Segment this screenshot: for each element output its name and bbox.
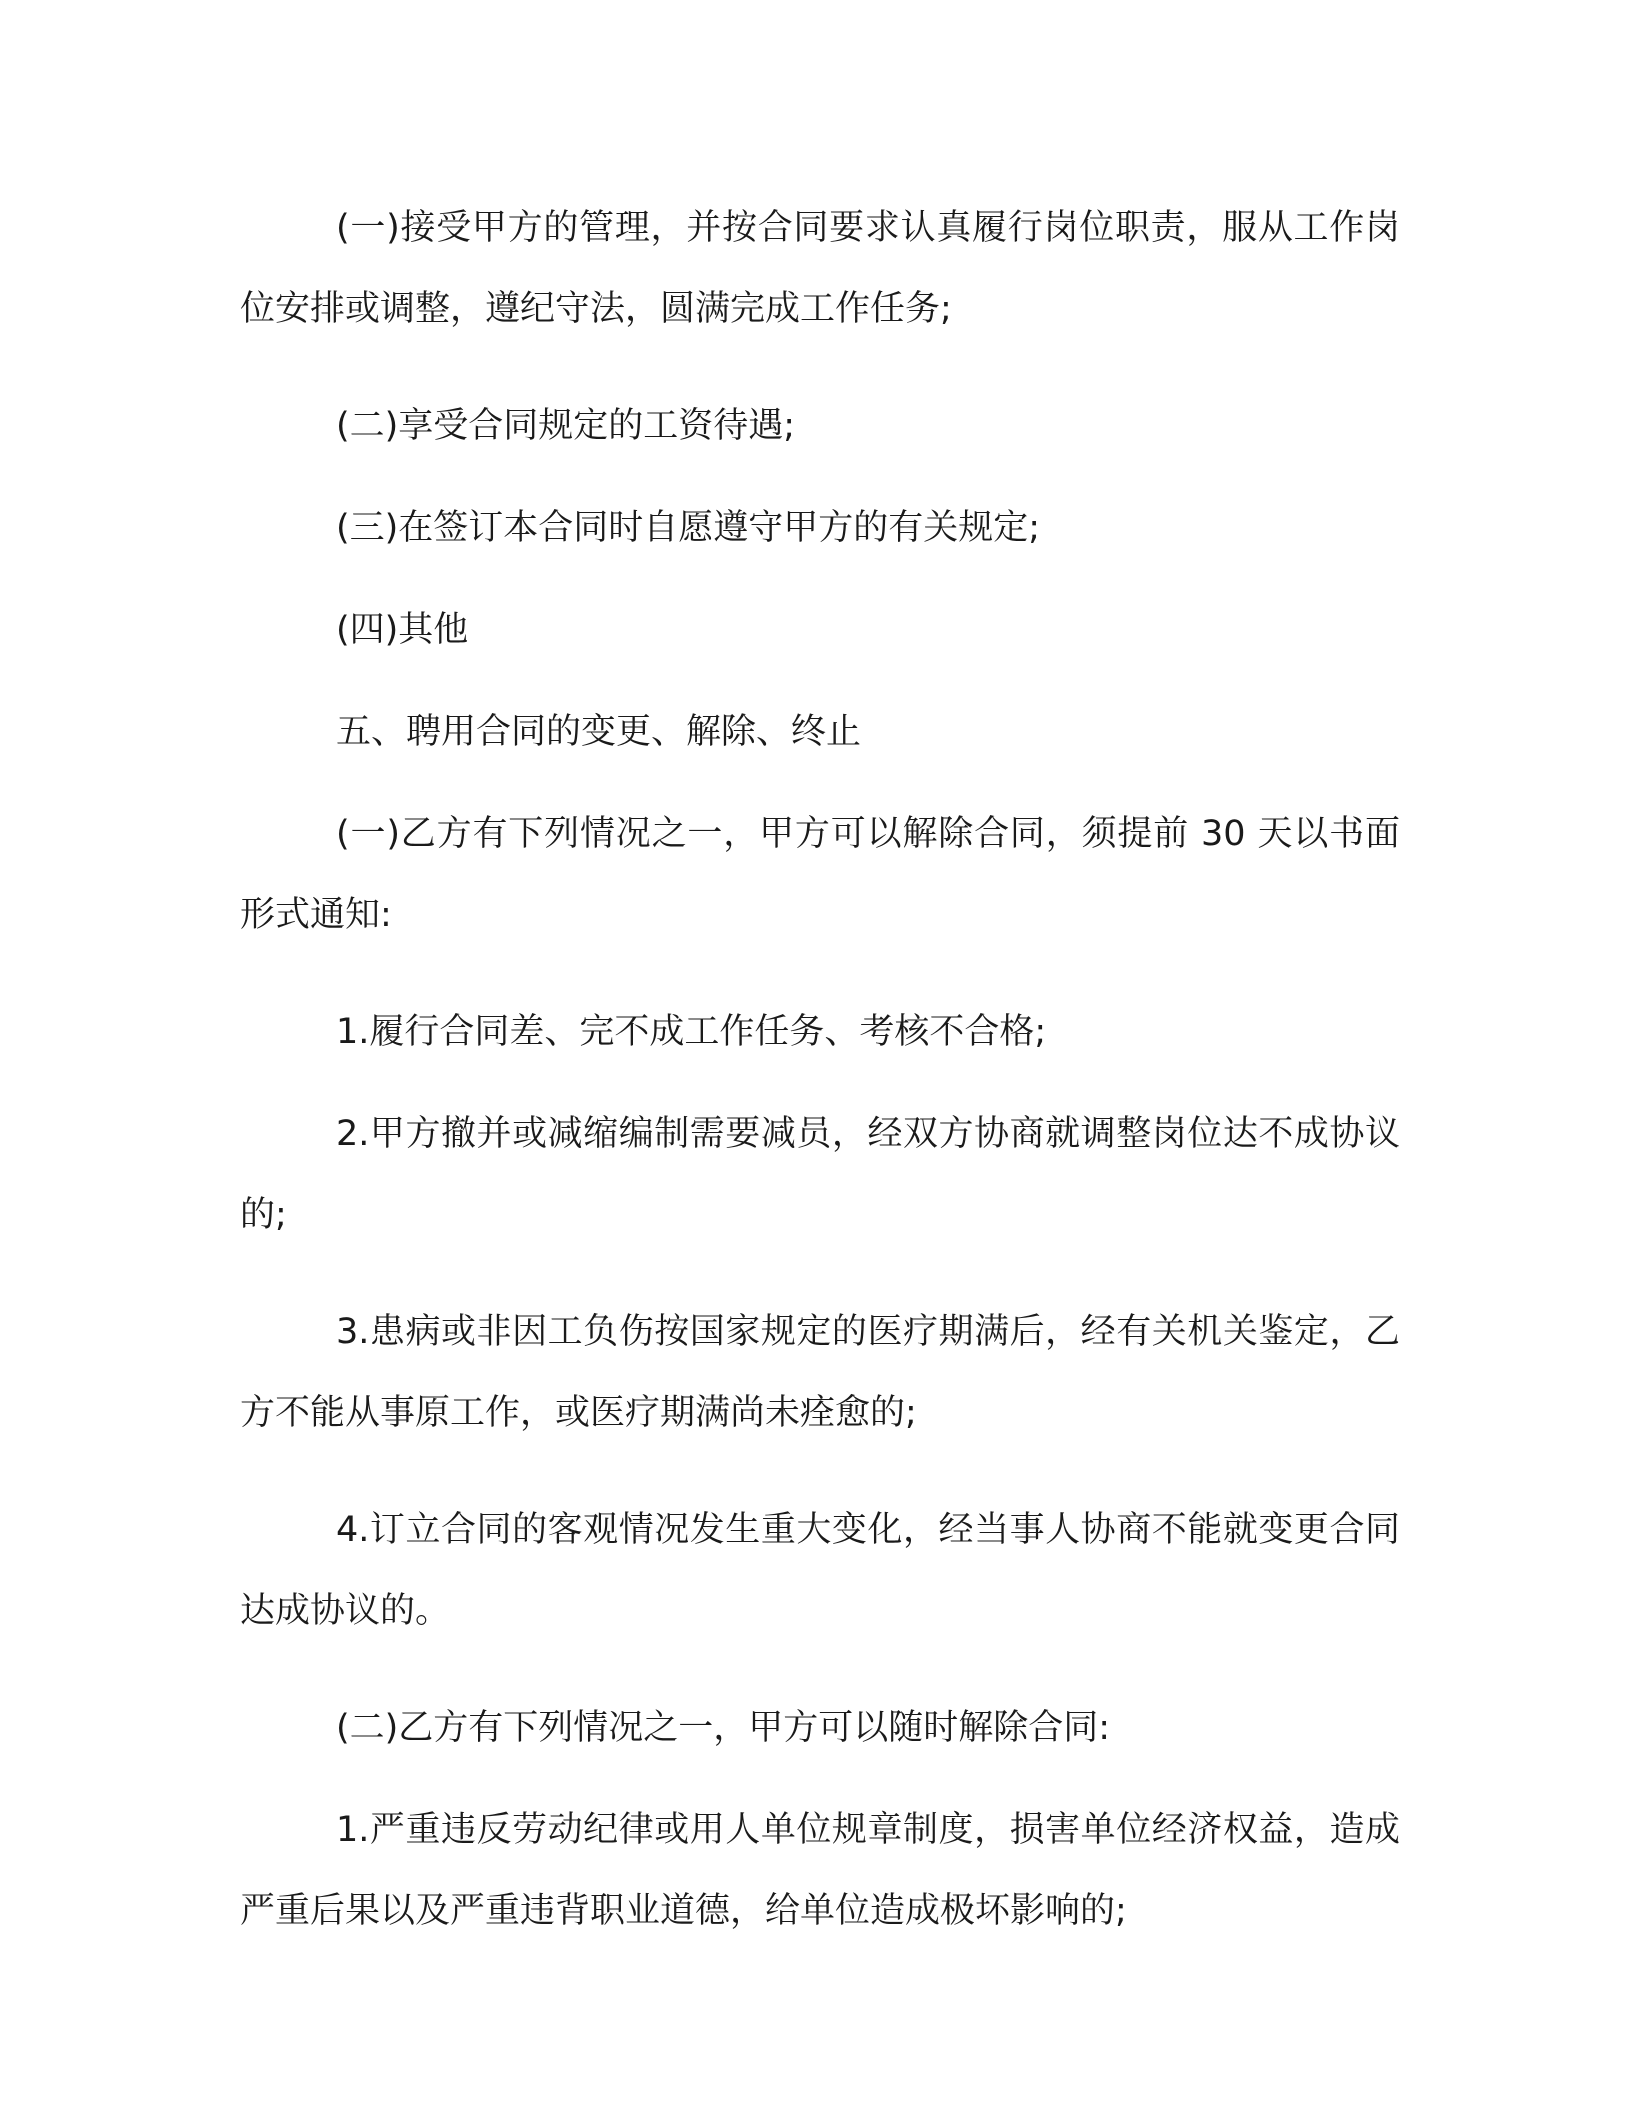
clause-1-accept-management: (一)接受甲方的管理，并按合同要求认真履行岗位职责，服从工作岗位安排或调整，遵纪守法，圆满完成工作任务; [240, 208, 1400, 329]
clause-2-salary: (二)享受合同规定的工资待遇; [336, 406, 796, 446]
section-5-heading: 五、聘用合同的变更、解除、终止 [336, 712, 862, 752]
section-5-item-1: 1.履行合同差、完不成工作任务、考核不合格; [336, 1012, 1047, 1052]
document-page [240, 188, 1400, 1988]
section-5-clause-2-item-1: 1.严重违反劳动纪律或用人单位规章制度，损害单位经济权益，造成严重后果以及严重违背职业道德，给单位造成极坏影响的; [240, 1810, 1400, 1931]
section-5-clause-2: (二)乙方有下列情况之一，甲方可以随时解除合同: [336, 1708, 1111, 1748]
clause-3-comply-rules: (三)在签订本合同时自愿遵守甲方的有关规定; [336, 508, 1041, 548]
section-5-item-3: 3.患病或非因工负伤按国家规定的医疗期满后，经有关机关鉴定，乙方不能从事原工作，或医疗期满尚未痊愈的; [240, 1312, 1400, 1433]
section-5-item-4: 4.订立合同的客观情况发生重大变化，经当事人协商不能就变更合同达成协议的。 [240, 1510, 1400, 1631]
clause-4-other: (四)其他 [336, 610, 469, 650]
section-5-clause-1: (一)乙方有下列情况之一，甲方可以解除合同，须提前 30 天以书面形式通知: [240, 814, 1400, 935]
section-5-item-2: 2.甲方撤并或减缩编制需要减员，经双方协商就调整岗位达不成协议的; [240, 1114, 1400, 1235]
